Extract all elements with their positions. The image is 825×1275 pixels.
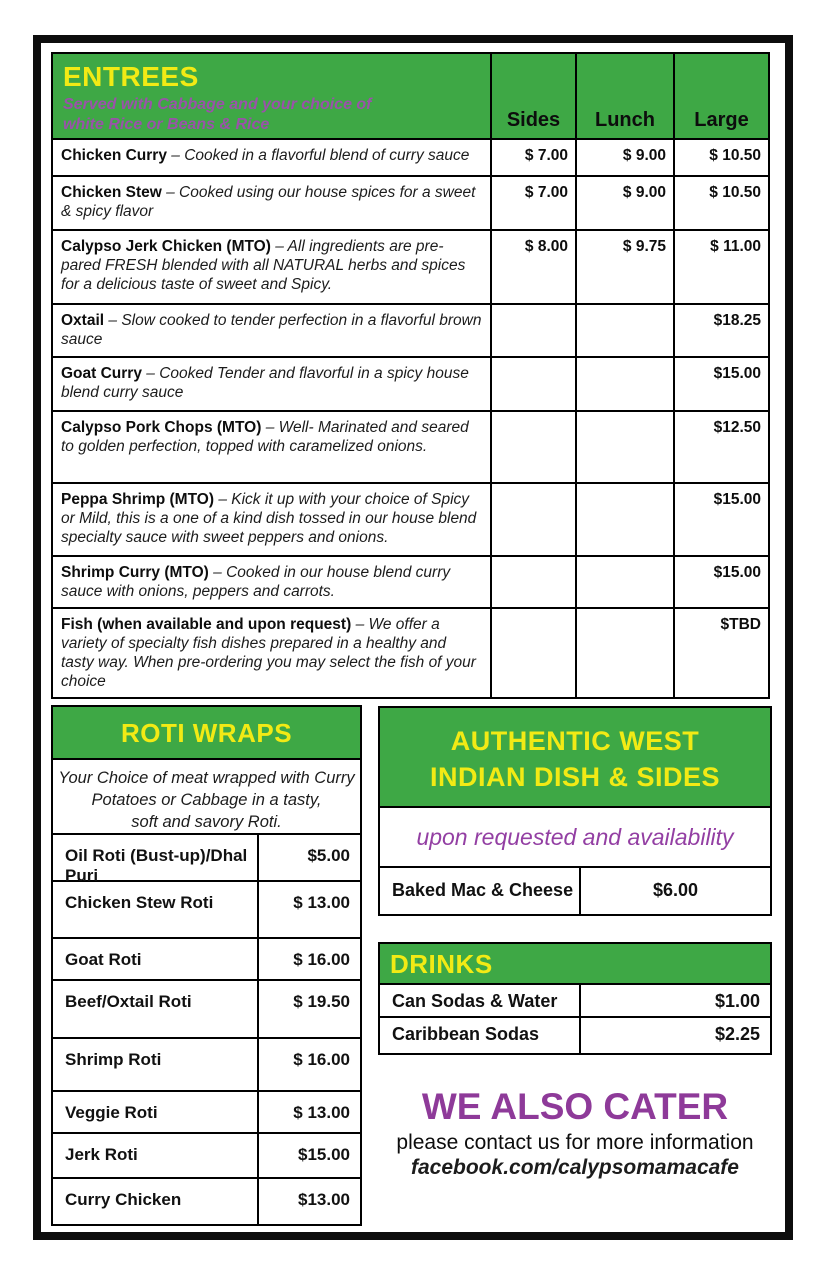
item-name: Veggie Roti	[53, 1092, 259, 1132]
column-header-lunch: Lunch	[576, 53, 674, 139]
price-large: $18.25	[674, 304, 769, 357]
item-desc: – Cooked Tender and flavorful in a spicy house blend curry sauce	[61, 365, 469, 401]
item-name: Calypso Pork Chops (MTO)	[61, 419, 262, 436]
list-item	[53, 1092, 360, 1134]
item-name: Calypso Jerk Chicken (MTO)	[61, 238, 271, 255]
item-name: Curry Chicken	[53, 1179, 259, 1224]
price-large: $ 10.50	[674, 176, 769, 230]
price-large: $15.00	[674, 483, 769, 556]
price-large: $TBD	[674, 608, 769, 698]
item-desc: – Slow cooked to tender perfection in a flavorful brown sauce	[61, 312, 482, 348]
item-name: Peppa Shrimp (MTO)	[61, 491, 215, 508]
table-row	[52, 556, 769, 608]
price-large: $15.00	[674, 357, 769, 411]
drinks-section	[378, 942, 772, 1055]
price-lunch	[576, 357, 674, 411]
table-row	[52, 304, 769, 357]
item-name: Chicken Curry	[61, 147, 167, 164]
west-indian-title-line: INDIAN DISH & SIDES	[429, 762, 721, 792]
item-name: Shrimp Roti	[53, 1039, 259, 1090]
item-desc: – All ingredients are pre-pared FRESH blended with all NATURAL herbs and spices for a delicious taste of sweet and Spicy.	[61, 238, 466, 293]
table-row	[52, 357, 769, 411]
roti-wraps-section	[51, 705, 362, 1226]
list-item	[53, 1134, 360, 1179]
cater-contact-text: please contact us for more information	[396, 1131, 754, 1154]
item-price: $2.25	[714, 1024, 760, 1044]
item-name: Baked Mac & Cheese	[380, 868, 581, 914]
west-indian-note: upon requested and availability	[380, 808, 770, 868]
item-name: Shrimp Curry (MTO)	[61, 564, 209, 581]
roti-subtitle-line: soft and savory Roti.	[131, 813, 282, 831]
list-item	[380, 1018, 770, 1053]
price-lunch: $ 9.75	[576, 230, 674, 304]
item-name: Goat Roti	[53, 939, 259, 979]
item-name: Chicken Stew	[61, 184, 162, 201]
price-large: $15.00	[674, 556, 769, 608]
entrees-title: ENTREES	[63, 61, 199, 92]
item-name: Fish (when available and upon request)	[61, 616, 352, 633]
roti-subtitle-line: Potatoes or Cabbage in a tasty,	[91, 791, 322, 809]
item-price: $ 16.00	[293, 1050, 350, 1069]
item-price: $1.00	[714, 991, 760, 1011]
west-indian-title-line: AUTHENTIC WEST	[450, 726, 700, 756]
item-name: Can Sodas & Water	[380, 985, 581, 1016]
list-item	[53, 882, 360, 939]
item-desc: – Cooked in our house blend curry sauce with onions, peppers and carrots.	[61, 564, 451, 600]
price-sides	[491, 556, 576, 608]
entrees-subtitle-line: Served with Cabbage and your choice of	[63, 96, 372, 113]
table-row	[52, 411, 769, 483]
item-desc: – Kick it up with your choice of Spicy or Mild, this is a one of a kind dish tossed in our house blend specialty sauce with sweet peppers and onions.	[61, 491, 477, 546]
entrees-table	[51, 52, 770, 699]
item-desc: – Cooked in a flavorful blend of curry sauce	[171, 147, 470, 164]
table-row	[52, 139, 769, 176]
item-name: Goat Curry	[61, 365, 142, 382]
roti-wraps-title: ROTI WRAPS	[53, 707, 360, 760]
price-sides: $ 7.00	[491, 139, 576, 176]
cater-footer	[378, 1086, 772, 1181]
list-item	[53, 835, 360, 885]
price-large: $ 11.00	[674, 230, 769, 304]
entrees-title-cell	[52, 53, 491, 139]
drinks-title: DRINKS	[380, 944, 770, 985]
price-sides: $ 7.00	[491, 176, 576, 230]
price-lunch	[576, 411, 674, 483]
item-price: $15.00	[298, 1145, 350, 1164]
item-name: Caribbean Sodas	[380, 1018, 581, 1053]
item-price: $6.00	[652, 880, 699, 900]
price-sides	[491, 411, 576, 483]
list-item	[53, 939, 360, 981]
column-header-sides: Sides	[491, 53, 576, 139]
west-indian-section	[378, 706, 772, 916]
price-sides	[491, 304, 576, 357]
roti-subtitle-line: Your Choice of meat wrapped with Curry	[58, 769, 355, 787]
column-header-large: Large	[674, 53, 769, 139]
item-name: Beef/Oxtail Roti	[53, 981, 259, 1037]
entrees-header-row	[52, 53, 769, 139]
item-desc: – Cooked using our house spices for a sweet & spicy flavor	[61, 184, 476, 220]
price-lunch	[576, 608, 674, 698]
table-row	[52, 230, 769, 304]
price-lunch	[576, 304, 674, 357]
price-sides: $ 8.00	[491, 230, 576, 304]
item-price: $ 13.00	[293, 893, 350, 912]
price-sides	[491, 483, 576, 556]
list-item	[53, 1039, 360, 1092]
price-lunch	[576, 556, 674, 608]
list-item	[380, 868, 770, 914]
item-price: $ 19.50	[293, 992, 350, 1011]
item-price: $ 13.00	[293, 1103, 350, 1122]
price-lunch: $ 9.00	[576, 139, 674, 176]
table-row	[52, 176, 769, 230]
west-indian-title	[380, 708, 770, 808]
table-row	[52, 483, 769, 556]
entrees-subtitle-line: white Rice or Beans & Rice	[63, 116, 270, 133]
item-price: $5.00	[307, 846, 350, 865]
list-item	[380, 985, 770, 1018]
roti-wraps-subtitle	[53, 760, 360, 835]
price-sides	[491, 357, 576, 411]
list-item	[53, 981, 360, 1039]
item-price: $ 16.00	[293, 950, 350, 969]
item-name: Oil Roti (Bust-up)/Dhal Puri	[53, 835, 259, 880]
price-lunch: $ 9.00	[576, 176, 674, 230]
facebook-url-text: facebook.com/calypsomamacafe	[411, 1156, 739, 1179]
item-name: Jerk Roti	[53, 1134, 259, 1177]
item-desc: – We offer a variety of specialty fish dishes prepared in a healthy and tasty way. When pre-ordering you may select the fish of your choice	[61, 616, 476, 690]
price-lunch	[576, 483, 674, 556]
list-item	[53, 1179, 360, 1224]
price-large: $ 10.50	[674, 139, 769, 176]
price-large: $12.50	[674, 411, 769, 483]
table-row	[52, 608, 769, 698]
item-price: $13.00	[298, 1190, 350, 1209]
item-name: Chicken Stew Roti	[53, 882, 259, 937]
price-sides	[491, 608, 576, 698]
item-desc: – Well- Marinated and seared to golden perfection, topped with caramelized onions.	[61, 419, 469, 455]
cater-heading: WE ALSO CATER	[421, 1086, 729, 1127]
item-name: Oxtail	[61, 312, 105, 329]
entrees-subtitle	[63, 95, 480, 135]
